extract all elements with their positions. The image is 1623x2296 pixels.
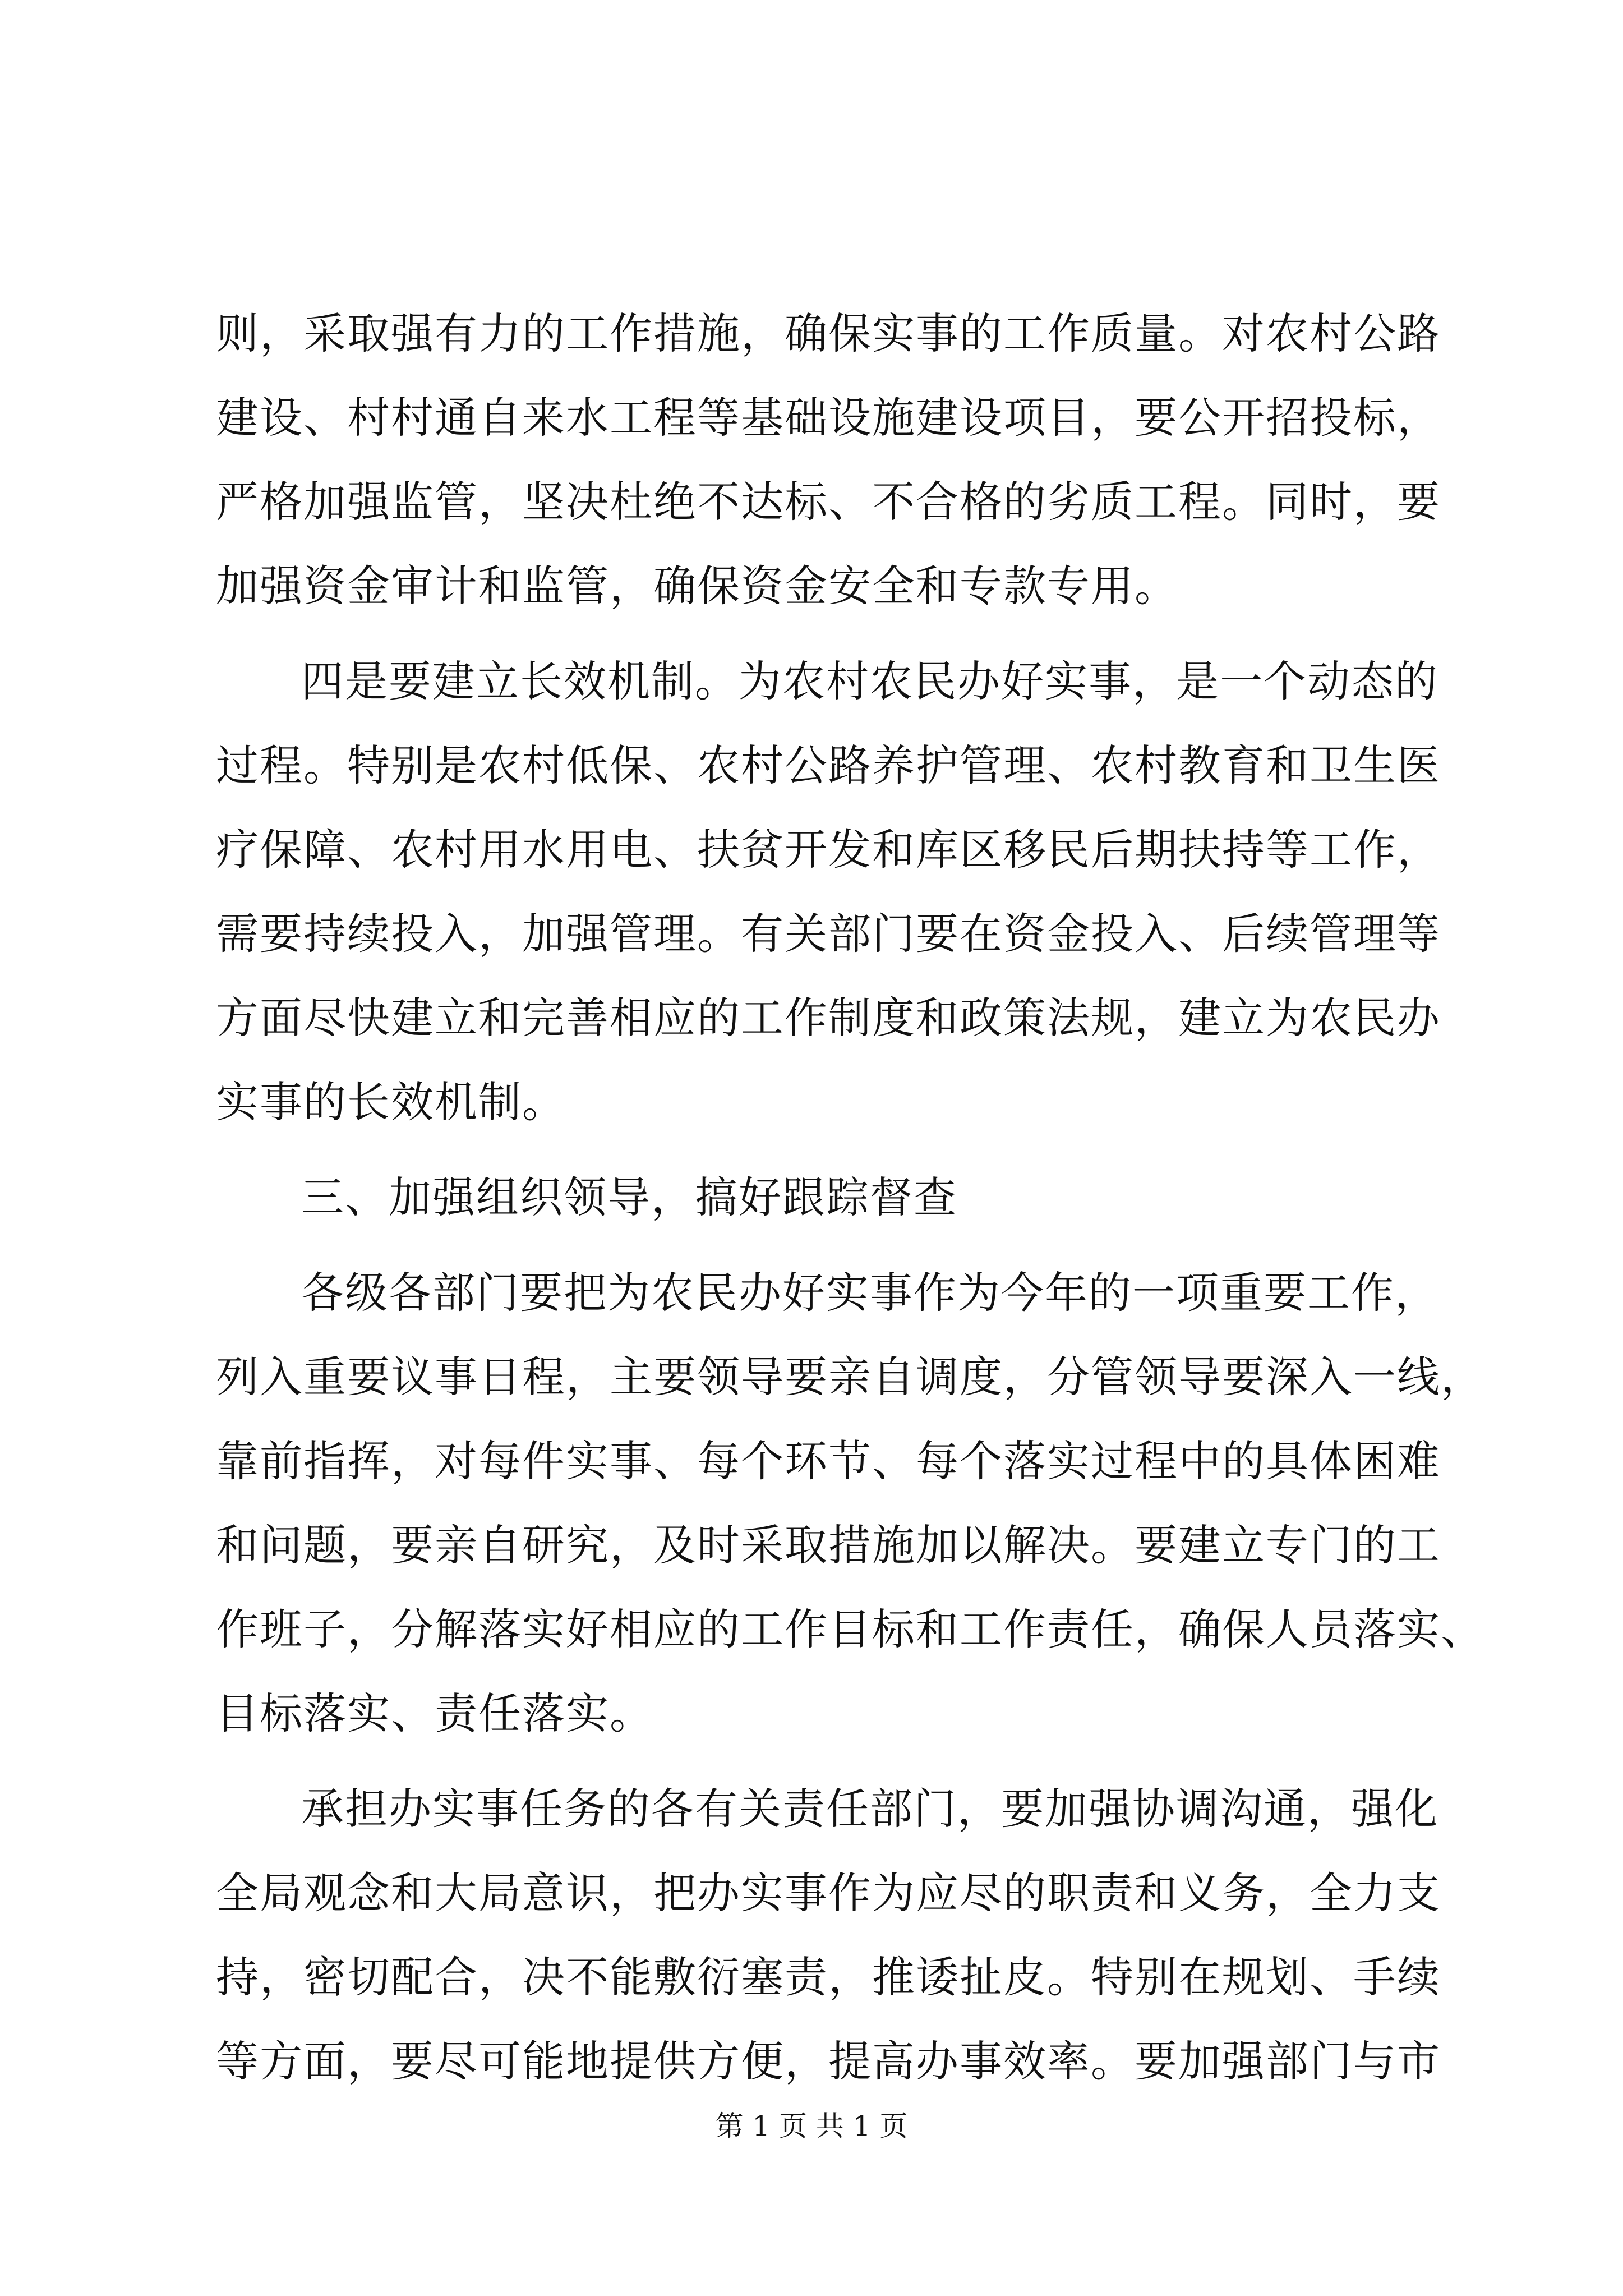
page-number-footer: 第 1 页 共 1 页 xyxy=(715,2110,908,2142)
text-line: 等方面，要尽可能地提供方便，提高办事效率。要加强部门与市 xyxy=(216,2036,1441,2086)
heading-line: 三、加强组织领导，搞好跟踪督查 xyxy=(301,1172,957,1222)
text-line: 全局观念和大局意识，把办实事作为应尽的职责和义务，全力支 xyxy=(216,1868,1441,1918)
text-line: 作班子，分解落实好相应的工作目标和工作责任，确保人员落实、 xyxy=(216,1604,1484,1654)
text-line: 则，采取强有力的工作措施，确保实事的工作质量。对农村公路 xyxy=(216,309,1441,358)
text-line: 目标落实、责任落实。 xyxy=(216,1688,653,1738)
paragraph-3 xyxy=(216,1251,1484,1756)
text-line: 需要持续投入，加强管理。有关部门要在资金投入、后续管理等 xyxy=(216,909,1441,959)
text-line: 过程。特别是农村低保、农村公路养护管理、农村教育和卫生医 xyxy=(216,740,1441,790)
paragraph-2 xyxy=(216,639,1441,1144)
document-body xyxy=(216,292,1484,2104)
text-line: 加强资金审计和监管，确保资金安全和专款专用。 xyxy=(216,561,1178,611)
text-line: 方面尽快建立和完善相应的工作制度和政策法规，建立为农民办 xyxy=(216,993,1441,1043)
text-line: 严格加强监管，坚决杜绝不达标、不合格的劣质工程。同时，要 xyxy=(216,477,1441,527)
text-line: 疗保障、农村用水用电、扶贫开发和库区移民后期扶持等工作， xyxy=(216,825,1441,875)
text-line: 实事的长效机制。 xyxy=(216,1077,566,1127)
text-line: 承担办实事任务的各有关责任部门，要加强协调沟通，强化 xyxy=(301,1784,1438,1834)
text-line: 四是要建立长效机制。为农村农民办好实事，是一个动态的 xyxy=(301,656,1438,706)
paragraph-1 xyxy=(216,292,1441,628)
section-heading xyxy=(216,1156,1422,1240)
text-line: 各级各部门要把为农民办好实事作为今年的一项重要工作， xyxy=(301,1268,1438,1318)
paragraph-4 xyxy=(216,1767,1441,2104)
text-line: 列入重要议事日程，主要领导要亲自调度，分管领导要深入一线， xyxy=(216,1352,1484,1402)
text-line: 靠前指挥，对每件实事、每个环节、每个落实过程中的具体困难 xyxy=(216,1436,1441,1486)
text-line: 持，密切配合，决不能敷衍塞责，推诿扯皮。特别在规划、手续 xyxy=(216,1952,1441,2002)
text-line: 和问题，要亲自研究，及时采取措施加以解决。要建立专门的工 xyxy=(216,1520,1441,1570)
text-line: 建设、村村通自来水工程等基础设施建设项目，要公开招投标， xyxy=(216,393,1441,443)
